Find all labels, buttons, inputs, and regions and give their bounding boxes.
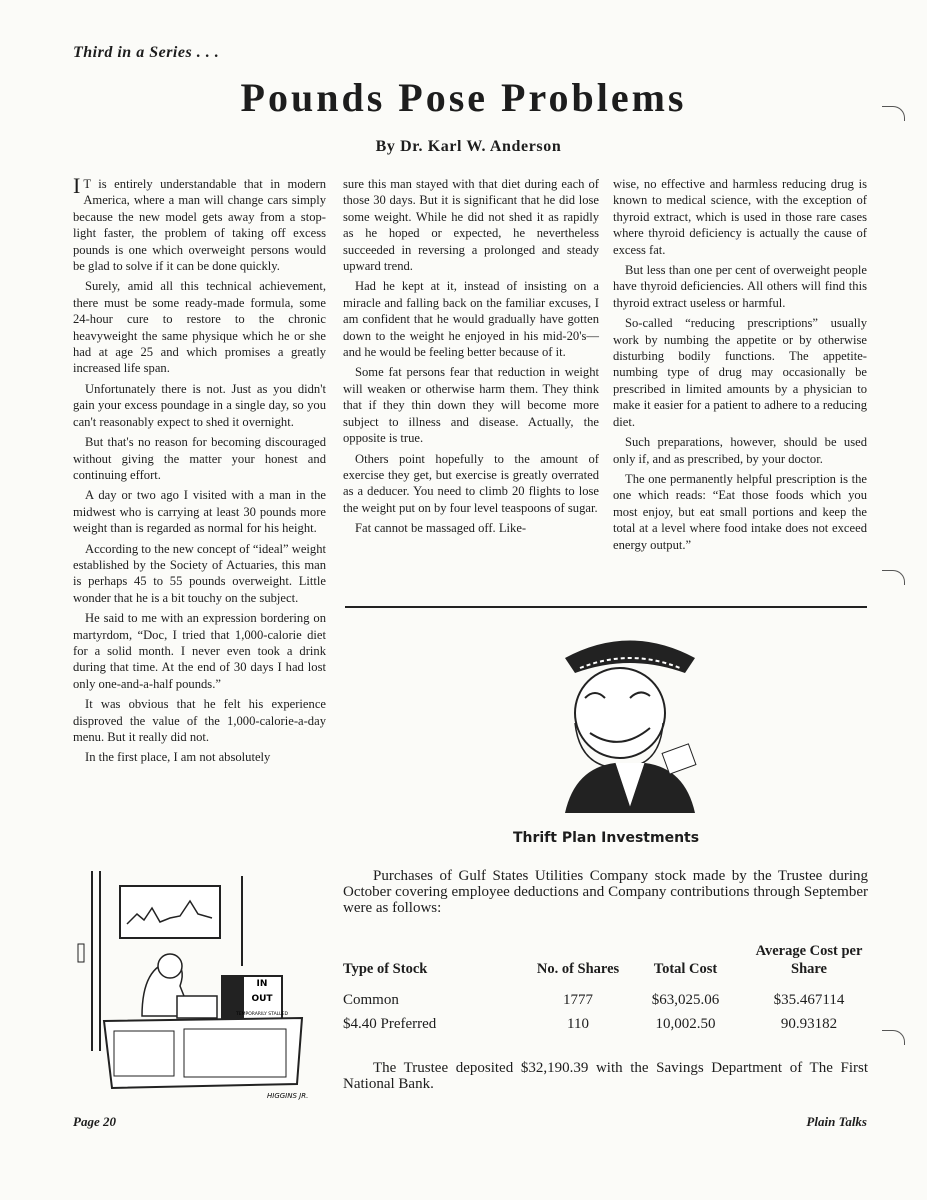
binder-mark: [882, 570, 905, 585]
article-paragraph: [73, 173, 326, 274]
page-number: Page 20: [73, 1114, 116, 1129]
article-column-1: [73, 173, 326, 770]
article-column-2: [343, 176, 599, 541]
deposit-note: The Trustee deposited $32,190.39 with the Savings Department of The First National Bank.: [343, 1060, 868, 1092]
article-paragraph: It was obvious that he felt his experience disproved the value of the 1,000-calorie-a-day menu. But it really did not.: [73, 697, 326, 744]
article-paragraph: Fat cannot be massaged off. Like-: [355, 521, 527, 536]
article-paragraph: He said to me with an expression bordering on martyrdom, “Doc, I tried that 1,000-calorie diet for a solid month. I never even took a drink during that time. At the end of 30 days I had lost only one-and-a-half pounds.”: [73, 611, 326, 691]
in-tray-label: IN: [256, 979, 268, 989]
cartoon-signature: HIGGINS JR.: [267, 1092, 309, 1100]
article-paragraph: So-called “reducing prescriptions” usually work by numbing the appetite or by otherwise disturbing bodily functions. The appetite-numbing type of drug may occasionally be prescribed in limited amounts by a physician to make it easier for a patient to adhere to a reducing diet.: [613, 316, 867, 429]
magazine-name: Plain Talks: [806, 1114, 867, 1129]
article-paragraph: According to the new concept of “ideal” weight established by the Society of Actuaries, this man is perhaps 45 to 55 pounds overweight. Little wonder that he is a bit touchy on the subject.: [73, 541, 326, 605]
article-paragraph: A day or two ago I visited with a man in the midwest who is carrying at least 30 pounds more weight than is regarded as normal for his height.: [73, 488, 326, 536]
table-header-row: [343, 942, 870, 988]
office-cartoon: [72, 866, 337, 1101]
thrift-caption: Thrift Plan Investments: [512, 830, 700, 846]
header-shares: No. of Shares: [536, 961, 620, 977]
article-paragraph: wise, no effective and harmless reducing drug is known to medical science, with the exception of thyroid extract, which is used in those rare cases where thyroid deficiency is actually the cause of excess fat.: [613, 177, 867, 257]
drop-cap: I: [73, 173, 81, 198]
byline: By Dr. Karl W. Anderson: [375, 138, 562, 155]
cell-type: Common: [343, 992, 399, 1008]
header-average: Average Cost per Share: [755, 943, 863, 977]
cell-total: 10,002.50: [655, 1016, 716, 1032]
article-paragraph: sure this man stayed with that diet during each of those 30 days. But it is significant that he did lose some weight. While he did not shed it as rapidly as he hoped or expected, he nevertheless succeeded in reversing a prolonged and steady upward trend.: [343, 177, 599, 274]
article-paragraph: Had he kept at it, instead of insisting on a miracle and falling back on the familiar excuses, I am confident that he would gradually have gotten down to the weight he enjoyed in his mid-20's—and he would be feeling better because of it.: [343, 279, 599, 360]
article-column-3: [613, 176, 867, 557]
article-paragraph: Unfortunately there is not. Just as you didn't gain your excess poundage in a single day, so you can't reasonably expect to shed it overnight.: [73, 381, 326, 429]
header-total: Total Cost: [653, 961, 718, 977]
article-paragraph: The one permanently helpful prescription is the one which reads: “Eat those foods which you most enjoy, but eat small portions and keep the total at a level where food intake does not exceed energy output.”: [613, 471, 867, 552]
table-row: [343, 988, 870, 1012]
article-title: Pounds Pose Problems: [240, 75, 687, 120]
leprechaun-illustration: [535, 628, 725, 818]
table-row: [343, 1012, 870, 1036]
article-paragraph: Some fat persons fear that reduction in weight will weaken or otherwise harm them. They think that if they thin down they will become more subject to illness and disease. Actually, the opposite is true.: [343, 365, 599, 446]
thrift-intro: Purchases of Gulf States Utilities Company stock made by the Trustee during October covering employee deductions and Company contributions through September were as follows:: [343, 868, 868, 916]
binder-mark: [882, 1030, 905, 1045]
cell-type: $4.40 Preferred: [343, 1016, 437, 1032]
stalled-tray-label: TEMPORARILY STALLED: [236, 1012, 288, 1017]
article-paragraph: Others point hopefully to the amount of exercise they get, but exercise is greatly overrated as a deducer. You need to climb 20 flights to lose the weight put on by four level teaspoons of sugar.: [343, 451, 599, 515]
cell-average: 90.93182: [780, 1016, 838, 1032]
article-paragraph: But less than one per cent of overweight people have thyroid deficiencies. All others will find this thyroid extract useless or harmful.: [613, 263, 867, 310]
article-paragraph: But that's no reason for becoming discouraged without giving the matter your honest and continuing effort.: [73, 435, 326, 482]
article-paragraph: Such preparations, however, should be used only if, and as prescribed, by your doctor.: [613, 435, 867, 466]
series-label: Third in a Series . . .: [73, 44, 220, 61]
cell-total: $63,025.06: [651, 992, 720, 1008]
stock-purchase-table: [343, 942, 870, 1036]
header-type: Type of Stock: [343, 961, 428, 977]
cell-average: $35.467114: [773, 992, 845, 1008]
article-paragraph: In the first place, I am not absolutely: [85, 750, 271, 765]
paragraph-text: T is entirely understandable that in modern America, where a man will change cars simply because the new model gets away from a stop-light faster, the problem of taking off excess pounds is one which overweight persons would be glad to solve if it can be done quickly.: [73, 177, 326, 274]
section-divider: [345, 606, 867, 608]
cell-shares: 110: [567, 1016, 589, 1032]
out-tray-label: OUT: [251, 994, 273, 1004]
article-paragraph: Surely, amid all this technical achievement, there must be some ready-made formula, some 24-hour cure to restore to the chronic heavyweight the same physique which he or she had at age 25 and which promises a greatly increased life span.: [73, 279, 326, 376]
cell-shares: 1777: [563, 992, 593, 1008]
